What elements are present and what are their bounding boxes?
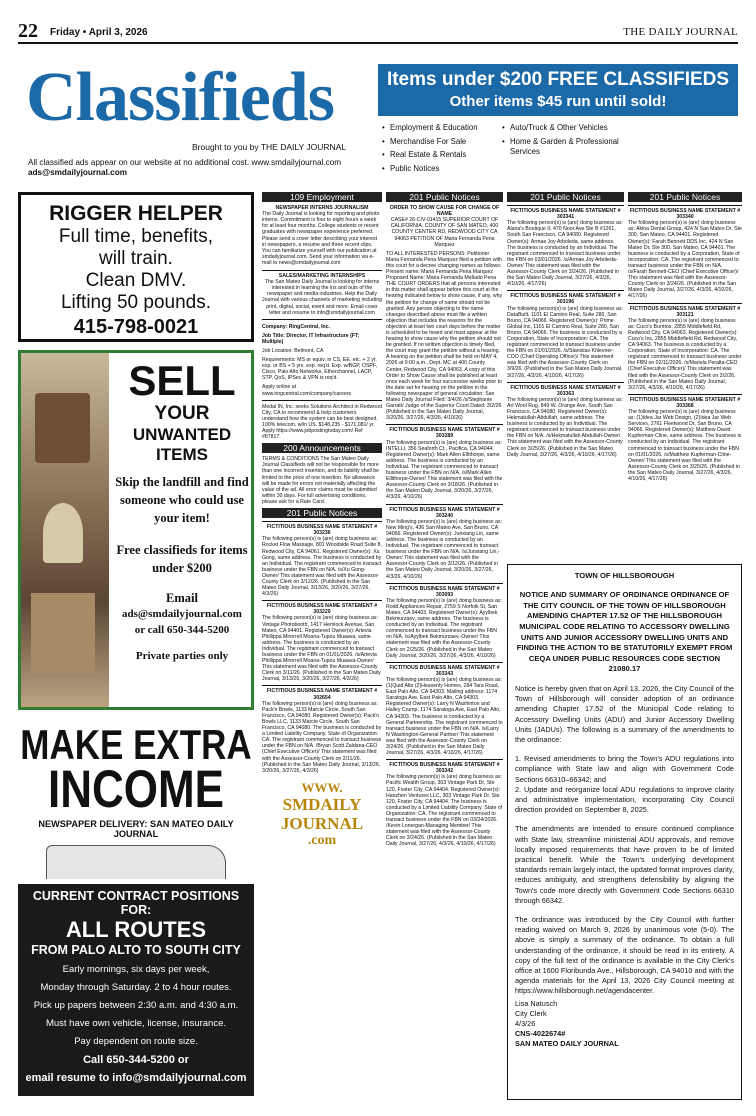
routes-line-1: Early mornings, six days per week, (62, 964, 210, 975)
routes-from: FROM PALO ALTO TO SOUTH CITY (31, 943, 241, 957)
category-item: Merchandise For Sale • (382, 136, 467, 146)
sell-your: YOUR (154, 403, 210, 424)
category-item: Public Notices • (382, 163, 440, 173)
fbn-title: FICTITIOUS BUSINESS NAME STATEMENT # 303240 (389, 506, 500, 519)
notice-p4: The amendments are intended to ensure continued compliance with State law, streamline ministerial ADU approvals, and remove locally imposed requirements that have proven to be of limited practical benefit. While the Town's underlying development standards remain largely intact, the updated format improves clarity, reduces ambiguity, and strengthens defensibility by aligning the Town's code more directly with Government Code Sections 66310 through 66342. (515, 824, 734, 905)
sales-body: The San Mateo Daily Journal is looking for interns interested in learning the ins and outs of the newspaper and media industries. Help the Daily Journal with various channels of marketing including print, digital, social, event and more. Email cover letter and resume to info@smdailyjournal.com (262, 279, 382, 320)
fbn-notice (262, 685, 382, 773)
rigger-helper-ad (18, 192, 254, 342)
sell-big: SELL (128, 357, 236, 404)
income-line-1: MAKE EXTRA (20, 727, 252, 769)
fbn-notice (386, 759, 503, 847)
column-public-notices-1 (386, 192, 503, 1104)
notice-p1: Notice is hereby given that on April 13, 2026, the City Council of the Town of Hillsborough will consider adoption of an ordinance amending Chapter 17.52 of the Municipal Code relating to Accessory Dwelling Units (ADU) and Junior Accessory Dwelling Units (JADUs). The following is a summary of the amendments to the ordinance: (515, 683, 734, 744)
fbn-body: The following person(s) is (are) doing business as: Pack'n Bowls, 1133 Marcie Circle, South San Francisco, CA 94080. Registered Owner(s): Pack'n Bowls LLC, 1133 Marcie Circle, South San Francisco, CA 94080. The business is conducted by a Limited Liability Company. State of Organization: CA. The registrant commenced to transact business under the FBN on N/A. /Bryan Scott Zaldana-CEO (Chief Executive Officer)/ This statement was filed with the Assessor-County Clerk on 2/11/26. (Published in the San Mateo Daily Journal, 3/13/26, 3/20/26, 3/27/26, 4/3/26) (262, 700, 382, 774)
fbn-title: FICTITIOUS BUSINESS NAME STATEMENT # 303236 (266, 524, 378, 537)
income-sub: NEWSPAPER DELIVERY: SAN MATEO DAILY JOURNAL (38, 819, 234, 839)
routes-email: email resume to info@smdailyjournal.com (25, 1072, 247, 1084)
routes-all: ALL ROUTES (65, 917, 207, 942)
notice-p2: 1. Revised amendments to bring the Town's ADU regulations into compliance with State law and align with Government Code Sections 66310–66342; and (515, 754, 734, 784)
van-illustration (46, 845, 226, 879)
fbn-body: The following person(s) is (are) doing business as: Rocket Flow Massage, 801 Woodside Road Suite 8, Redwood City, CA 94061. Registered Owner(s): Xu Gong, same address. The business is conducted by an Individual. The registrant commenced to transact business under the FBN on N/A. /s/Xu Gong-Owner/ This statement was filed with the Assessor-County Clerk on 3/12/26. (Published in the San Mateo Daily Journal, 3/13/26, 3/20/26, 3/27/26, 4/3/26) (262, 536, 382, 598)
intern-body: The Daily Journal is looking for reporting and photo interns. Commitment is four to eight hours a week for at least four months. College students or recent graduates with newspaper experience preferred. Please send a cover letter describing your interest in newspapers, a resume and three recent clips. You can familiarize yourself with our publication at smdailyjournal.com. Send your information via e-mail to news@smdailyjournal.com (262, 211, 380, 266)
rigger-line-4: Lifting 50 pounds. (60, 292, 211, 313)
rigger-line-1: Full time, benefits, (58, 226, 214, 247)
fbn-notice (386, 662, 503, 756)
terms-conditions: TERMS & CONDITIONS The San Mateo Daily Journal Classifieds will not be responsible for more than one incorrect insertion, and its liability shall be limited to the price of one insertion. No allowance will be made for errors not materially affecting the value of the ad. All error claims must be submitted within 30 days. For full advertising conditions, please ask for a Rate Card. (262, 456, 380, 505)
ads-email: ads@smdailyjournal.com (28, 168, 127, 177)
sell-ad (18, 350, 254, 710)
column-employment (262, 192, 382, 1104)
job-location: Job Location: Belmont, CA (262, 347, 324, 354)
notice-list-pn2 (507, 205, 624, 458)
order-body: TO ALL INTERESTED PERSONS: Petitioner Maria Fernanda Pena Marquez filed a petition with this court for a decree changing names as follows: Present name: Maria Fernanda Pena Marquez Proposed Name: Maria Fernanda Mellado Pena THE COURT ORDERS that all persons interested in this matter shall appear before this court at the hearing indicated below to show cause, if any, why the petition for change of name should not be granted. Any person objecting to the name changes described above must file a written objection that includes the reasons for the objection at least two court days before the matter is scheduled to be heard and must appear at the hearing to show cause why the petition should not be granted. If no written objection is timely filed, the court may grant the petition without a hearing. A hearing on the petition shall be held on MAY 4, 2026 at 9:00 a.m., Dept. MC at 400 County Center, Redwood City, CA 94063. A copy of this Order to Show Cause shall be published at least once each week for four successive weeks prior to the date set for hearing on the petition in the following newspaper of general circulation: San Mateo Daily Journal Filed: 3/4/26 /s/Stephanie Garratt/ Judge of the Superior Court Dated: 3/2/26 (Published in the San Mateo Daily Journal, 3/20/26, 3/27/26, 4/3/26, 4/10/26) (386, 250, 503, 422)
notice-sig-name: Lisa Natusch (515, 998, 558, 1008)
free-classifieds-box (378, 64, 738, 116)
category-item: Auto/Truck & Other Vehicles • (502, 123, 608, 132)
pn2-header: 201 Public Notices (507, 192, 624, 202)
classifieds-banner (18, 50, 738, 178)
fbn-notice (262, 521, 382, 597)
fbn-body: The following person(s) is (are) doing business as: Akina Dental Group, 424 N San Mateo Dr. Ste 300, San Mateo, CA 94401. Registered Owner(s): Farah Bennett DDS Inc, 424 N San Mateo Dr, Ste 300, San Mateo, CA 94401. The business is conducted by a Corporation, State of Incorporation: CA. The registrant commenced to transact business under the FBN on N/A. /s/Farah Bennett-CEO (Chief Executive Officer)/ This statement was filed with the Assessor-County Clerk on 3/24/26. (Published in the San Mateo Daily Journal, 3/27/26, 4/3/26, 4/10/26, 4/17/26) (628, 220, 742, 300)
sell-private: Private parties only (135, 650, 229, 662)
rigger-title: RIGGER HELPER (49, 202, 223, 225)
sell-text (113, 359, 251, 662)
sell-photo (21, 353, 109, 707)
fbn-title: FICTITIOUS BUSINESS NAME STATEMENT # 303220 (266, 603, 378, 616)
fbn-notice (628, 394, 742, 482)
fbn-notice (507, 382, 624, 458)
column-public-notices-3 (628, 192, 742, 558)
fbn-body: The following person(s) is (are) doing business as: DataBuilt, 1101 El Camino Real, Suite 280, San Bruno, CA 94066. Registered Owner(s): Prime Global Inc, 1101 El Camino Real, Suite 280, San Bruno, CA 94066. The business is conducted by a Corporation, State of Incorporation: CA. The registrant commenced to transact business under the FBN on 01/01/2026. /s/Stanislav Khlevner-COO (Chief Operating Officer)/ This statement was filed with the Assessor-County Clerk on 3/9/26. (Published in the San Mateo Daily Journal, 3/27/26, 4/3/26, 4/10/26, 4/17/26) (507, 305, 623, 379)
fbn-title: FICTITIOUS BUSINESS NAME STATEMENT # 303289 (389, 427, 500, 440)
fbn-title: FICTITIOUS BUSINESS NAME STATEMENT # 303342 (389, 762, 500, 775)
rigger-line-3: Clean DMV. (85, 270, 187, 291)
pn3-header: 201 Public Notices (628, 192, 742, 202)
category-item: Real Estate & Rentals • (382, 150, 467, 159)
fbn-title: FICTITIOUS BUSINESS NAME STATEMENT # 303340 (629, 208, 741, 221)
categories-col-2 (502, 123, 622, 160)
sell-items: ITEMS (156, 445, 208, 464)
routes-call: Call 650-344-5200 or (83, 1054, 189, 1066)
category-item: Home & Garden & Professional Services • (502, 136, 619, 156)
notice-sig-title: City Clerk (515, 1008, 547, 1018)
bullet-icon: • (502, 136, 505, 146)
fbn-notice (262, 600, 382, 682)
bullet-icon: • (382, 136, 385, 146)
routes-head: CURRENT CONTRACT POSITIONS FOR: (32, 889, 240, 917)
fbn-notice (507, 205, 624, 287)
fbn-title: FICTITIOUS BUSINESS NAME STATEMENT # 303368 (629, 396, 741, 409)
announcements-header: 200 Announcements (262, 443, 382, 453)
brought-by: Brought to you by THE DAILY JOURNAL (192, 142, 347, 152)
sell-unwanted: UNWANTED (132, 425, 232, 444)
fbn-notice (628, 303, 742, 391)
fbn-notice (386, 583, 503, 659)
chair-shape (35, 393, 90, 463)
job-title: Job Title: Director, IT Infrastructure (FT; Multiple) (262, 332, 360, 345)
fbn-body: The following person(s) is (are) doing business as: Cuco's Burritos, 2855 Middlefield Rd, Redwood City, CA 94063. Registered Owner(s): Cuco's Inc, 2855 Middlefield Rd, Redwood City, CA 94063. The business is conducted by a Corporation, State of Incorporation: CA. The registrant commenced to transact business under the FBN on 02/11/2026. /s/Mariela Peralta-CEO (Chief Executive Officer)/ This statement was filed with the Assessor-County Clerk on 3/2/26. (Published in the San Mateo Daily Journal, 3/27/26, 4/3/26, 4/10/26, 4/17/26) (628, 317, 742, 391)
rigger-phone: 415-798-0021 (73, 316, 199, 338)
fbn-body: The following person(s) is (are) doing business as: Pacific Wealth Group, 303 Vintage Park Dr, Ste 120, Foster City, CA 94404. Registered Owner(s): Hanzhen Ventures LLC, 303 Vintage Park Dr, Ste 120, Foster City, CA 94404. The business is conducted by a Limited Liability Company. State of Organization: CA. The registrant commenced to transact business under the FBN on 03/24/2026. /Kevin Lonergan-Managing Member/ This statement was filed with the Assessor-County Clerk on 3/24/26. (Published in the San Mateo Daily Journal, 3/27/26, 4/3/26, 4/10/26, 4/17/26) (386, 774, 503, 848)
bullet-icon: • (382, 150, 385, 159)
fbn-title: FICTITIOUS BUSINESS NAME STATEMENT # 303093 (389, 585, 500, 598)
website-note: All classified ads appear on our website at no additional cost. www.smdailyjournal.com (28, 158, 342, 167)
notice-title: NOTICE AND SUMMARY OF ORDINANCE ORDINANCE OF THE CITY COUNCIL OF THE TOWN OF HILLSBOROUGH AMENDING CHAPTER 17.52 OF THE HILLSBOROUGH MUNICIPAL CODE RELATING TO ACCESSORY DWELLING UNITS AND JUNIOR ACCESSORY DWELLING UNITS AND FINDING THE ACTION TO BE STATUTORILY EXEMPT FROM CEQA UNDER PUBLIC RESOURCES CODE SECTION 21080.17 (516, 590, 733, 674)
rigger-line-2: will train. (99, 248, 173, 269)
fbn-body: The following person(s) is (are) doing business as: (1)Quid Alto (2)Heavenly Homes, 284 Tara Road, East Palo Alto, CA 94303. Mailing address: 1174 Saratoga Ave, East Palo Alto, CA 94303. Registered Owner(s): Larry N Washinton and Halley Crump, 1174 Saratoga Ave, East Palo Alto, CA 94303. The business is conducted by a General Partnership. The registrant commenced to transact business under the FBN on N/A. /s/Larry N Washington-General Partner/ This statement was filed with the Assessor-County Clerk on 3/24/26. (Published in the San Mateo Daily Journal, 3/27/26, 4/3/26, 4/10/26, 4/17/26) (386, 676, 503, 757)
classifieds-title: Classifieds (26, 59, 334, 136)
fbn-body: The following person(s) is (are) doing business as: Art Wool Rug, 849 W. Orange Ave, South San Francisco, CA 94080. Registered Owner(s): Hekmatullah Abdullah, same address. The business is conducted by an Individual. The registrant commenced to transact business under the FBN on N/A. /s/Hekmatullah Abdullah-Owner/ This statement was filed with the Assessor-County Clerk on 3/25/26. (Published in the San Mateo Daily Journal, 3/27/26, 4/3/26, 4/10/26, 4/17/26) (507, 396, 623, 458)
notice-p5: The ordinance was introduced by the City Council with further reading waived on March 9, 2026 by unanimous vote (5-0). The above is simply a summary of the ordinance. To obtain a full understanding of the ordinance, it should be read in its entirety. A copy of the full text of the ordinance is available in the City Clerk's office at 1600 Floribunda Ave., Hillsborough, CA 94010 and with the agenda materials for the April 13, 2026 City Council meeting at https://www.hillsborough.net/agendacenter. (515, 915, 734, 996)
sell-free: Free classifieds for items under $200 (116, 543, 248, 575)
categories-col-1 (382, 123, 502, 177)
routes-ad (18, 884, 254, 1096)
sell-call: or call 650-344-5200 (134, 624, 230, 636)
fbn-body: The following person(s) is (are) doing business as: Vintage Photobooth, 1417 Hemlock Avenue, San Mateo, CA 94401. Registered Owner(s): Artevia Phillippa Mirorrell Moana-Tupou Muaava, same address. The business is conducted by an Individual. The registrant commenced to transact business under the FBN on 01/01/2026. /s/Artevia Phillippa Mirorrell Moana-Tupou Muaava-Owner/ This statement was filed with the Assessor-County Clerk on 3/11/26. (Published in the San Mateo Daily Journal, 3/13/26, 3/20/26, 3/27/26, 4/3/26) (262, 615, 381, 683)
lamp-shape (43, 503, 83, 563)
routes-line-2: Monday through Saturday. 2 to 4 hour routes. (40, 982, 232, 993)
fbn-title: FICTITIOUS BUSINESS NAME STATEMENT # 303363 (510, 384, 621, 397)
web-ad-l3: JOURNAL (280, 813, 364, 833)
order-case: CASE# 26-CIV-01415 SUPERIOR COURT OF CALIFORNIA, COUNTY OF SAN MATEO, 400 COUNTY CENTER RD, REDWOOD CITY CA 94063 PETITION OF Maria Fernanda Pena Marquez (390, 217, 499, 248)
notice-paper: SAN MATEO DAILY JOURNAL (515, 1039, 619, 1049)
bullet-icon: • (502, 123, 505, 132)
column-public-notices-2 (507, 192, 624, 558)
notice-list-pn1 (386, 424, 503, 847)
routes-line-3: Pick up papers between 2:30 a.m. and 4:30 a.m. (33, 1000, 239, 1011)
web-ad-l4: .com (307, 832, 337, 848)
fbn-title: FICTITIOUS BUSINESS NAME STATEMENT # 303121 (629, 305, 741, 318)
routes-line-5: Pay dependent on route size. (74, 1036, 198, 1047)
free-line-2: Other items $45 run until sold! (449, 93, 667, 110)
job-requirements: Requirements: MS or equiv. in CS, EE, etc. + 2 yr. exp. or BS + 5 yrs. exp. req'd. Exp. w/BGP, OSPF, Cisco, Palo Alto Networks, Etherchannel, LACP, STP, QoS, IPSec & VPN is req'd. (262, 357, 377, 382)
fbn-title: FICTITIOUS BUSINESS NAME STATEMENT # 303196 (510, 293, 621, 306)
notice-p3: 2. Update and reorganize local ADU regulations to improve clarity and administrative implementation, incorporating City Council direction provided on September 8, 2025. (515, 784, 734, 815)
notice-sig-date: 4/3/26 (515, 1019, 536, 1029)
job-company: Company: RingCentral, Inc. (262, 323, 331, 330)
fbn-title: FICTITIOUS BUSINESS NAME STATEMENT # 302654 (266, 688, 378, 701)
issue-date: Friday • April 3, 2026 (50, 27, 148, 38)
fbn-notice (507, 290, 624, 378)
notice-list-jobs (262, 521, 382, 774)
pn1-header: 201 Public Notices (386, 192, 503, 202)
public-notices-header: 201 Public Notices (262, 508, 382, 518)
fbn-body: The following person(s) is (are) doing business as: INTELLI, 356 Seaforth Ct., Pacifica, CA 94044. Registered Owner(s): Mark Allen Ellithorpe, same address. The business is conducted by an Individual. The registrant commenced to transact business under the FBN on N/A. /s/Mark Allen Ellithorpe-Owner/ This statement was filed with the Assessor-County Clerk on 3/18/26. (Published in the San Mateo Daily Journal, 3/20/26, 3/27/26, 4/3/26, 4/10/26) (386, 439, 503, 501)
sell-skip: Skip the landfill and find someone who could use your item! (115, 475, 249, 525)
sell-email-label: Email (166, 591, 198, 605)
fbn-body: The following person(s) is (are) doing business as: Rodd Appliances Repair, 2759 S Norfolk St, San Mateo, CA 94403. Registered Owner(s): Ayylbek Bekmurzaev, same address. The business is conducted by an Individual. The registrant commenced to transact business under the FBN on N/A. /s/Ayylbek Bekmurzaev,-Owner/ This statement was filed with the Assessor-County Clerk on 2/25/26. (Published in the San Mateo Daily Journal, 3/20/26, 3/27/26, 4/3/26, 4/10/26) (386, 597, 502, 659)
fbn-notice (628, 205, 742, 299)
masthead: THE DAILY JOURNAL (623, 26, 738, 38)
fbn-title: FICTITIOUS BUSINESS NAME STATEMENT # 303343 (389, 664, 500, 677)
box-shape (31, 593, 95, 673)
category-item: Employment & Education • (382, 123, 478, 132)
intern-title: NEWSPAPER INTERNS JOURNALISM (275, 205, 369, 212)
website-ad (262, 780, 382, 849)
employment-header: 109 Employment (262, 192, 382, 202)
fbn-body: The following person(s) is (are) doing business as: (1)Idea Jar Web Design, (2)Idea Jar Web Services, 2761 Fleetwood Dr, San Bruno, CA 94066. Registered Owner(s): Matthew David Kupferman-Cline, same address. The business is conducted by an Individual. The registrant commenced to transact business under the FBN on 01/01/2026. /s/Matthew Kupferman-Cline-Owner/ This statement was filed with the Assessor-County Clerk on 3/25/26. (Published in the San Mateo Daily Journal, 3/27/26, 4/3/26, 4/10/26, 4/17/26) (628, 409, 742, 483)
hillsborough-notice (507, 564, 742, 1100)
bullet-icon: • (382, 163, 385, 173)
web-ad-l2: SMDAILY (282, 794, 362, 814)
sell-email: ads@smdailyjournal.com (122, 608, 242, 620)
web-ad-l1: WWW. (301, 779, 343, 795)
order-title: ORDER TO SHOW CAUSE FOR CHANGE OF NAME (389, 205, 500, 218)
fbn-notice (386, 504, 503, 580)
fbn-notice (386, 424, 503, 500)
page-number: 22 (18, 20, 38, 42)
routes-line-4: Must have own vehicle, license, insurance. (45, 1018, 227, 1029)
bullet-icon: • (382, 123, 385, 132)
job-apply: Apply online at www.ringcentral.com/company/careers (262, 384, 382, 400)
sales-title: SALES/MARKETING INTERNSHIPS (262, 270, 382, 279)
fbn-title: FICTITIOUS BUSINESS NAME STATEMENT # 303341 (510, 208, 621, 221)
job-medal: Medal IN, Inc. seeks Solutions Architect in Redwood City, CA to recommend & help customers understand how the system can be best designed. 100% telecom. w/in US. $148,235 - $171,081/ yr. Apply https://www.jobpostingtoday.com/ Ref #87817. (262, 403, 382, 441)
notice-cns: CNS-4022674# (515, 1029, 566, 1039)
notice-list-pn3 (628, 205, 742, 482)
fbn-body: The following person(s) is (are) doing business as: New Ming's, 436 San Mateo Ave, San Bruno, CA 94066. Registered Owner(s): Junxiang Lin, same address. The business is conducted by an Individual. The registrant commenced to transact business under the FBN on N/A. /s/Junxiang Lin,-Owner/ This statement was filed with the Assessor-County Clerk on 3/12/26. (Published in the San Mateo Daily Journal, 3/20/26, 3/27/26, 4/3/26, 4/10/26) (386, 518, 502, 580)
make-extra-income-ad (18, 727, 254, 879)
notice-town: TOWN OF HILLSBOROUGH (574, 571, 675, 580)
fbn-body: The following person(s) is (are) doing business as: Alana's Boutique II, 470 Noor Ave Ste B #1261, South San Francisco, CA 94080. Registered Owner(s): Armae Joy Arboleda, same address. The business is conducted by an Individual. The registrant commenced to transact business under the FBN on 03/01/2026. /s/Armae Joy Arboleda-Owner/ This statement was filed with the Assessor-County Clerk on 3/24/26. (Published in the San Mateo Daily Journal, 3/27/26, 4/3/26, 4/10/26, 4/17/26) (507, 220, 623, 288)
page-header (18, 22, 738, 44)
free-line-1: Items under $200 FREE CLASSIFIEDS (386, 69, 730, 90)
income-line-2: INCOME (48, 760, 224, 819)
